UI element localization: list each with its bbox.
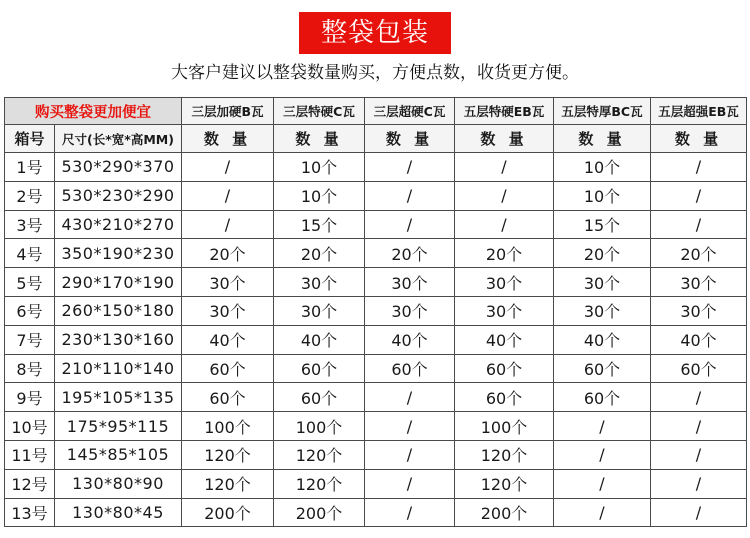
quantity-cell: 60个	[182, 383, 274, 412]
quantity-cell: 60个	[554, 354, 651, 383]
quantity-cell: /	[182, 210, 274, 239]
quantity-cell: 40个	[365, 325, 455, 354]
size-cell: 210*110*140	[55, 354, 182, 383]
quantity-cell: 10个	[274, 181, 365, 210]
size-cell: 130*80*45	[55, 498, 182, 527]
quantity-cell: 60个	[455, 383, 554, 412]
box-number-cell: 7号	[5, 325, 55, 354]
quantity-cell: 40个	[182, 325, 274, 354]
box-number-cell: 9号	[5, 383, 55, 412]
size-cell: 290*170*190	[55, 268, 182, 297]
quantity-cell: /	[365, 153, 455, 182]
quantity-header: 数 量	[651, 125, 747, 153]
size-cell: 430*210*270	[55, 210, 182, 239]
type-header: 五层超强EB瓦	[651, 98, 747, 125]
table-row	[5, 325, 747, 354]
quantity-cell: 10个	[554, 181, 651, 210]
quantity-cell: 120个	[182, 469, 274, 498]
quantity-header: 数 量	[182, 125, 274, 153]
quantity-cell: /	[651, 498, 747, 527]
column-header-row	[5, 125, 747, 153]
table-row	[5, 268, 747, 297]
quantity-cell: /	[554, 498, 651, 527]
quantity-cell: 20个	[455, 239, 554, 268]
table-row	[5, 498, 747, 527]
quantity-cell: 120个	[274, 440, 365, 469]
quantity-cell: 200个	[455, 498, 554, 527]
quantity-cell: 40个	[274, 325, 365, 354]
section-title-badge: 整袋包装	[299, 12, 451, 54]
quantity-cell: 120个	[455, 440, 554, 469]
quantity-cell: /	[554, 469, 651, 498]
quantity-cell: 60个	[274, 383, 365, 412]
size-cell: 145*85*105	[55, 440, 182, 469]
quantity-cell: /	[651, 469, 747, 498]
quantity-cell: /	[365, 210, 455, 239]
quantity-header: 数 量	[274, 125, 365, 153]
quantity-cell: 20个	[365, 239, 455, 268]
quantity-cell: /	[651, 440, 747, 469]
type-header: 五层特硬EB瓦	[455, 98, 554, 125]
box-number-header: 箱号	[5, 125, 55, 153]
quantity-cell: 30个	[651, 296, 747, 325]
quantity-cell: 30个	[455, 268, 554, 297]
quantity-cell: 200个	[182, 498, 274, 527]
quantity-cell: /	[554, 440, 651, 469]
size-cell: 260*150*180	[55, 296, 182, 325]
quantity-cell: 40个	[554, 325, 651, 354]
size-header: 尺寸(长*宽*高MM)	[55, 125, 182, 153]
quantity-cell: 10个	[274, 153, 365, 182]
box-number-cell: 1号	[5, 153, 55, 182]
quantity-cell: 15个	[274, 210, 365, 239]
type-header: 三层超硬C瓦	[365, 98, 455, 125]
quantity-cell: 120个	[274, 469, 365, 498]
quantity-cell: 15个	[554, 210, 651, 239]
table-row	[5, 383, 747, 412]
size-cell: 350*190*230	[55, 239, 182, 268]
size-cell: 195*105*135	[55, 383, 182, 412]
quantity-header: 数 量	[455, 125, 554, 153]
quantity-cell: /	[455, 153, 554, 182]
box-number-cell: 11号	[5, 440, 55, 469]
quantity-cell: 30个	[274, 268, 365, 297]
quantity-cell: 60个	[651, 354, 747, 383]
quantity-cell: /	[455, 210, 554, 239]
quantity-cell: 60个	[365, 354, 455, 383]
quantity-cell: 30个	[182, 268, 274, 297]
type-header: 五层特厚BC瓦	[554, 98, 651, 125]
table-row	[5, 296, 747, 325]
quantity-cell: 20个	[182, 239, 274, 268]
quantity-cell: 30个	[455, 296, 554, 325]
size-cell: 530*290*370	[55, 153, 182, 182]
table-row	[5, 210, 747, 239]
size-cell: 130*80*90	[55, 469, 182, 498]
type-header: 三层加硬B瓦	[182, 98, 274, 125]
quantity-header: 数 量	[554, 125, 651, 153]
table-row	[5, 354, 747, 383]
quantity-cell: 40个	[651, 325, 747, 354]
quantity-cell: /	[651, 383, 747, 412]
box-number-cell: 3号	[5, 210, 55, 239]
quantity-cell: 100个	[455, 412, 554, 441]
quantity-cell: /	[455, 181, 554, 210]
quantity-cell: 40个	[455, 325, 554, 354]
quantity-cell: 30个	[554, 268, 651, 297]
quantity-cell: /	[182, 181, 274, 210]
quantity-header: 数 量	[365, 125, 455, 153]
quantity-cell: 100个	[182, 412, 274, 441]
quantity-cell: 20个	[554, 239, 651, 268]
subtitle-note: 大客户建议以整袋数量购买，方便点数，收货更方便。	[171, 63, 579, 83]
quantity-cell: /	[365, 469, 455, 498]
quantity-cell: 60个	[182, 354, 274, 383]
table-row	[5, 412, 747, 441]
quantity-cell: 30个	[651, 268, 747, 297]
box-number-cell: 13号	[5, 498, 55, 527]
box-number-cell: 4号	[5, 239, 55, 268]
table-row	[5, 440, 747, 469]
size-cell: 530*230*290	[55, 181, 182, 210]
quantity-cell: 30个	[274, 296, 365, 325]
quantity-cell: /	[651, 210, 747, 239]
table-row	[5, 153, 747, 182]
quantity-cell: 20个	[274, 239, 365, 268]
box-number-cell: 5号	[5, 268, 55, 297]
quantity-cell: /	[182, 153, 274, 182]
table-row	[5, 239, 747, 268]
quantity-cell: 60个	[554, 383, 651, 412]
quantity-cell: 120个	[182, 440, 274, 469]
quantity-cell: /	[365, 440, 455, 469]
promo-header: 购买整袋更加便宜	[5, 98, 182, 125]
header-row	[5, 98, 747, 125]
quantity-cell: 60个	[455, 354, 554, 383]
table-row	[5, 181, 747, 210]
size-cell: 230*130*160	[55, 325, 182, 354]
quantity-cell: 20个	[651, 239, 747, 268]
box-number-cell: 12号	[5, 469, 55, 498]
table-row	[5, 469, 747, 498]
quantity-cell: 120个	[455, 469, 554, 498]
quantity-cell: /	[651, 412, 747, 441]
quantity-cell: /	[365, 181, 455, 210]
box-number-cell: 6号	[5, 296, 55, 325]
quantity-cell: 60个	[274, 354, 365, 383]
quantity-cell: /	[651, 181, 747, 210]
quantity-cell: 200个	[274, 498, 365, 527]
quantity-cell: 100个	[274, 412, 365, 441]
box-number-cell: 8号	[5, 354, 55, 383]
quantity-cell: 30个	[554, 296, 651, 325]
quantity-cell: /	[554, 412, 651, 441]
quantity-cell: 30个	[365, 268, 455, 297]
type-header: 三层特硬C瓦	[274, 98, 365, 125]
size-cell: 175*95*115	[55, 412, 182, 441]
box-number-cell: 2号	[5, 181, 55, 210]
quantity-cell: /	[365, 498, 455, 527]
quantity-cell: 30个	[182, 296, 274, 325]
box-number-cell: 10号	[5, 412, 55, 441]
quantity-cell: 30个	[365, 296, 455, 325]
quantity-cell: /	[365, 383, 455, 412]
quantity-cell: /	[365, 412, 455, 441]
quantity-cell: /	[651, 153, 747, 182]
quantity-cell: 10个	[554, 153, 651, 182]
box-quantity-table	[4, 97, 747, 527]
